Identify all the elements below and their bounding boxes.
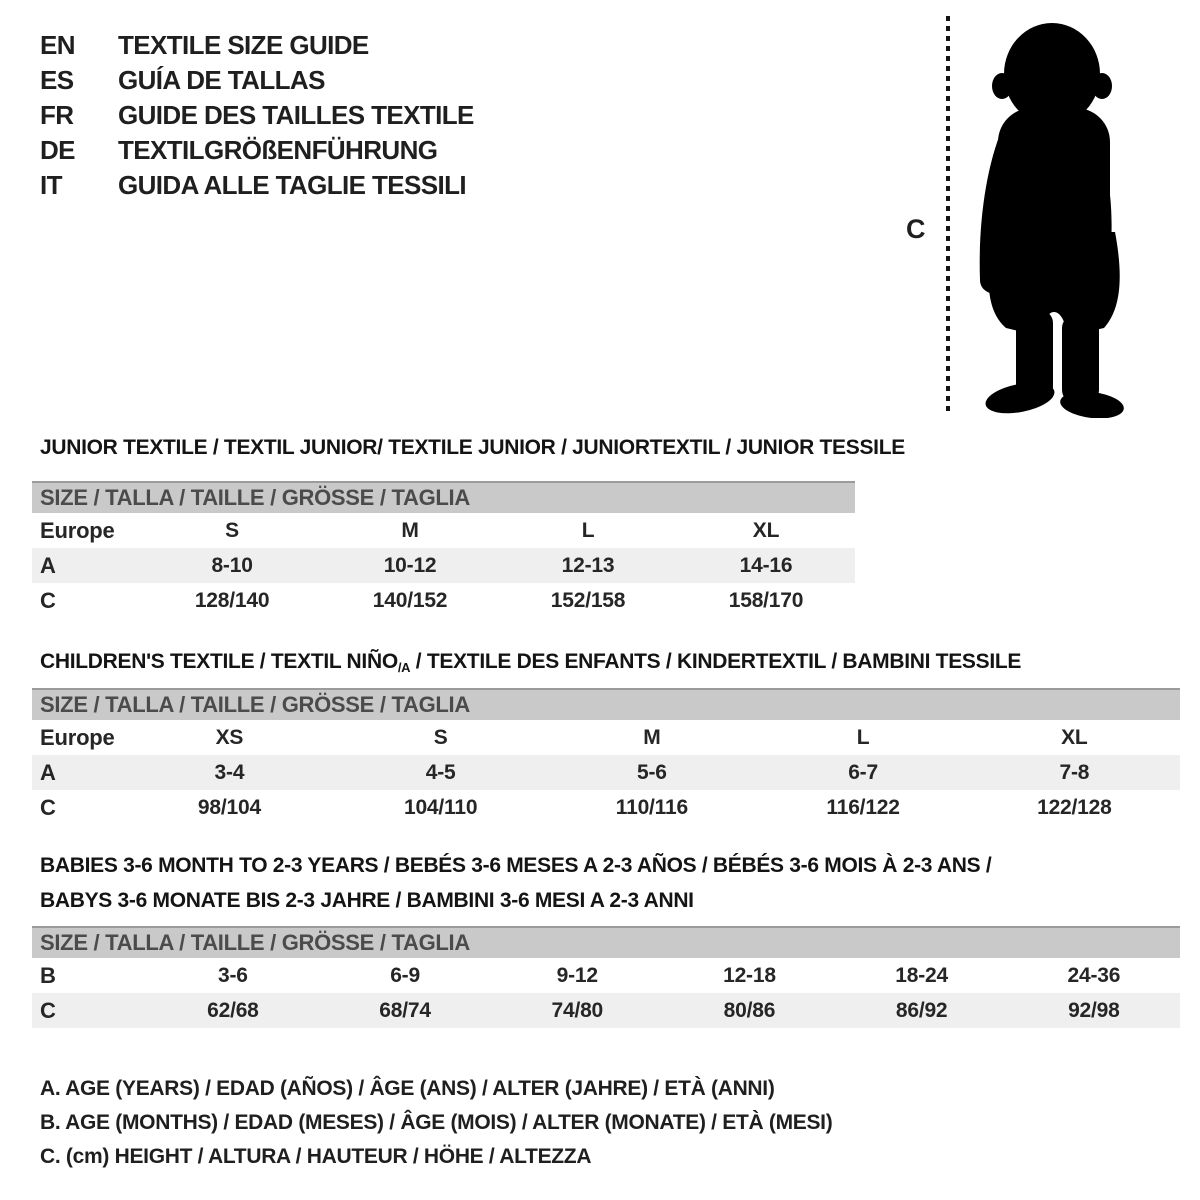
junior-section-title: JUNIOR TEXTILE / TEXTIL JUNIOR/ TEXTILE JUNIOR / JUNIORTEXTIL / JUNIOR TESSILE (40, 436, 905, 459)
size-cell: 18-24 (895, 963, 948, 987)
children-title-pre: CHILDREN'S TEXTILE / TEXTIL NIÑO (40, 650, 398, 673)
size-cell: L (581, 518, 595, 542)
size-cell: 4-5 (425, 760, 456, 784)
size-cell: XS (215, 725, 244, 749)
row-label-cell: A (40, 759, 56, 785)
language-code: IT (40, 170, 62, 200)
junior-size-table (32, 481, 855, 618)
size-cell: 14-16 (739, 553, 793, 577)
size-cell: 152/158 (550, 588, 626, 612)
size-cell: 6-9 (390, 963, 420, 987)
size-header-bar: SIZE / TALLA / TAILLE / GRÖSSE / TAGLIA (32, 482, 855, 513)
children-title-post: / TEXTILE DES ENFANTS / KINDERTEXTIL / BAMBINI TESSILE (410, 650, 1022, 673)
row-label-cell: C (40, 997, 56, 1023)
measure-legend (40, 1072, 832, 1174)
size-cell: 80/86 (723, 998, 776, 1022)
babies-size-table (32, 926, 1180, 1028)
legend-line-c: C. (cm) HEIGHT / ALTURA / HAUTEUR / HÖHE / ALTEZZA (40, 1145, 592, 1168)
size-cell: 6-7 (848, 760, 878, 784)
children-size-table (32, 688, 1180, 825)
babies-title-line2: BABYS 3-6 MONATE BIS 2-3 JAHRE / BAMBINI 3-6 MESI A 2-3 ANNI (40, 889, 694, 912)
size-cell: 3-4 (214, 760, 245, 784)
language-code: EN (40, 30, 75, 60)
language-code: ES (40, 65, 74, 95)
size-cell: S (433, 725, 448, 749)
row-label-cell: C (40, 794, 56, 820)
toddler-silhouette-icon (964, 12, 1144, 418)
height-dashed-line (946, 16, 950, 416)
size-cell: 9-12 (556, 963, 598, 987)
language-code: DE (40, 135, 75, 165)
list-item (40, 133, 474, 168)
size-cell: 86/92 (895, 998, 948, 1022)
language-code: FR (40, 100, 74, 130)
list-item (40, 63, 474, 98)
size-cell: 62/68 (207, 998, 259, 1022)
table-row (32, 548, 855, 583)
table-row (32, 790, 1180, 825)
size-cell: 140/152 (372, 588, 448, 612)
size-cell: 12-13 (561, 553, 615, 577)
row-label-cell: B (40, 962, 56, 988)
size-cell: 122/128 (1037, 795, 1112, 819)
size-header-bar: SIZE / TALLA / TAILLE / GRÖSSE / TAGLIA (32, 927, 1180, 958)
guide-title: GUIDE DES TAILLES TEXTILE (118, 100, 474, 130)
list-item (40, 28, 474, 63)
table-row (32, 583, 855, 618)
measure-c-label: C (906, 214, 926, 244)
size-cell: M (643, 725, 661, 749)
language-title-list (40, 28, 474, 203)
size-cell: 7-8 (1059, 760, 1090, 784)
guide-title: TEXTILGRÖßENFÜHRUNG (118, 135, 438, 165)
table-row (32, 513, 855, 548)
row-label-cell: C (40, 587, 56, 613)
guide-title: GUÍA DE TALLAS (118, 65, 325, 95)
table-row (32, 720, 1180, 755)
size-cell: XL (1061, 725, 1088, 749)
size-cell: M (401, 518, 419, 542)
size-cell: S (225, 518, 239, 542)
table-row (32, 958, 1180, 993)
size-cell: 158/170 (728, 588, 804, 612)
list-item (40, 168, 474, 203)
babies-section-title (40, 848, 991, 918)
size-cell: 8-10 (211, 553, 253, 577)
size-cell: XL (752, 518, 780, 542)
children-title-sub: /A (397, 660, 411, 675)
size-cell: 74/80 (551, 998, 604, 1022)
size-header-bar: SIZE / TALLA / TAILLE / GRÖSSE / TAGLIA (32, 689, 1180, 720)
size-cell: 98/104 (197, 795, 261, 819)
list-item (40, 98, 474, 133)
size-cell: 92/98 (1068, 998, 1120, 1022)
children-section-title (40, 644, 1021, 685)
table-row (32, 993, 1180, 1028)
guide-title: TEXTILE SIZE GUIDE (118, 30, 369, 60)
size-cell: 104/110 (403, 795, 478, 819)
legend-line-a: A. AGE (YEARS) / EDAD (AÑOS) / ÂGE (ANS) / ALTER (JAHRE) / ETÀ (ANNI) (40, 1077, 775, 1100)
size-cell: 3-6 (218, 963, 248, 987)
row-label-cell: Europe (40, 724, 115, 750)
table-row (32, 755, 1180, 790)
guide-title: GUIDA ALLE TAGLIE TESSILI (118, 170, 467, 200)
row-label-cell: Europe (40, 517, 115, 543)
size-cell: 68/74 (379, 998, 431, 1022)
size-cell: 128/140 (194, 588, 270, 612)
size-cell: 12-18 (723, 963, 776, 987)
size-cell: 116/122 (826, 795, 900, 819)
size-cell: L (856, 725, 870, 749)
size-cell: 10-12 (383, 553, 437, 577)
size-cell: 24-36 (1067, 963, 1121, 987)
babies-title-line1: BABIES 3-6 MONTH TO 2-3 YEARS / BEBÉS 3-6 MESES A 2-3 AÑOS / BÉBÉS 3-6 MOIS À 2-3 ANS / (40, 854, 992, 877)
size-cell: 110/116 (615, 795, 688, 819)
row-label-cell: A (40, 552, 56, 578)
legend-line-b: B. AGE (MONTHS) / EDAD (MESES) / ÂGE (MOIS) / ALTER (MONATE) / ETÀ (MESI) (40, 1111, 833, 1134)
size-cell: 5-6 (636, 760, 667, 784)
